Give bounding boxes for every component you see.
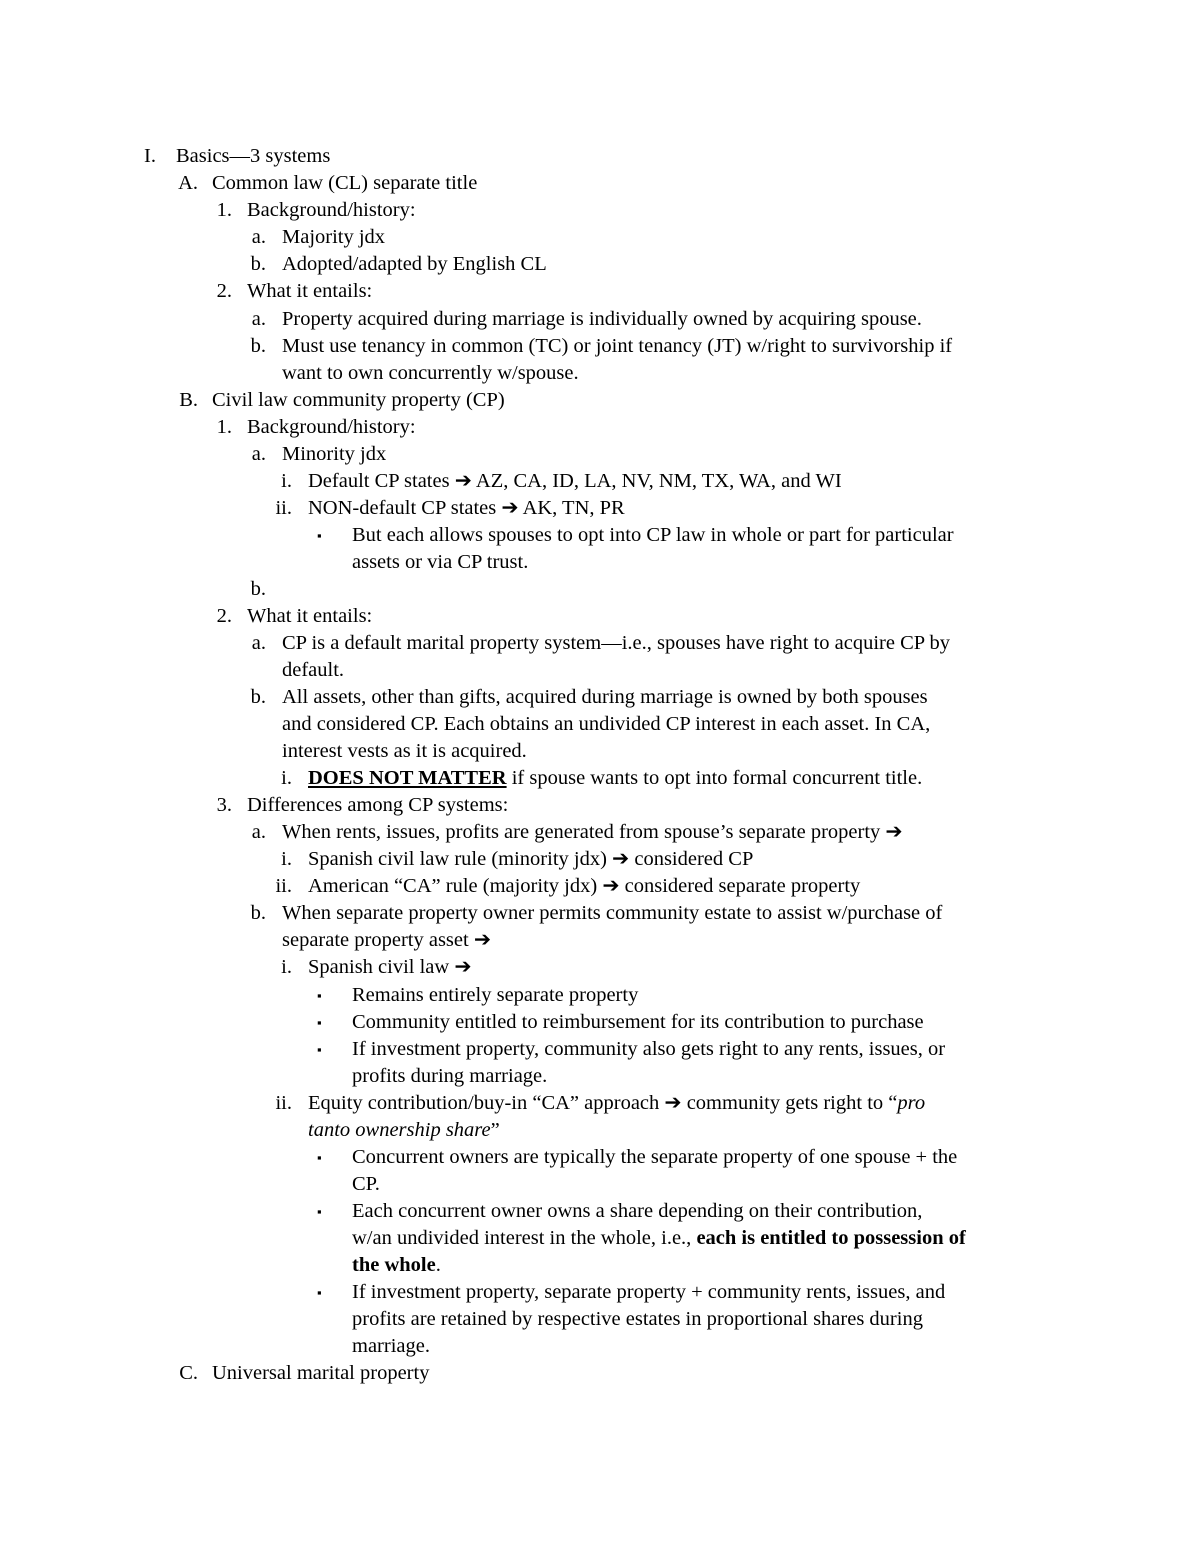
- text-run: separate property asset: [282, 929, 474, 951]
- square-bullet-icon: ▪: [317, 1042, 322, 1057]
- item-text: Majority jdx: [282, 226, 386, 248]
- item-text: [282, 819, 903, 846]
- item-marker: 2.: [216, 605, 232, 627]
- square-bullet-icon: ▪: [317, 528, 322, 543]
- item-marker: C.: [179, 1362, 198, 1384]
- item-text: Universal marital property: [212, 1362, 430, 1384]
- text-run: w/an undivided interest in the whole, i.e.,: [352, 1227, 697, 1249]
- square-bullet-icon: ▪: [317, 988, 322, 1003]
- item-text: [308, 954, 472, 981]
- square-bullet-icon: ▪: [317, 1204, 322, 1219]
- item-marker: ii.: [275, 1092, 292, 1114]
- text-run: Equity contribution/buy-in “CA” approach: [308, 1092, 665, 1114]
- item-marker: 1.: [216, 416, 232, 438]
- text-run: American “CA” rule (majority jdx): [308, 875, 603, 897]
- item-text: Community entitled to reimbursement for its contribution to purchase: [352, 1011, 924, 1033]
- item-marker: 2.: [216, 280, 232, 302]
- item-text: Differences among CP systems:: [247, 794, 509, 816]
- item-marker: 1.: [216, 199, 232, 221]
- item-marker: a.: [251, 226, 266, 248]
- arrow-right-icon: ➔: [602, 875, 620, 897]
- item-text-line: CP.: [352, 1173, 380, 1195]
- item-text-line: want to own concurrently w/spouse.: [282, 362, 579, 384]
- arrow-right-icon: ➔: [454, 956, 472, 978]
- text-run: if spouse wants to opt into formal concurrent title.: [506, 767, 923, 789]
- item-text: [308, 468, 842, 495]
- item-text: [308, 1090, 925, 1117]
- item-marker: A.: [178, 172, 198, 194]
- item-marker: a.: [251, 632, 266, 654]
- text-run: ”: [490, 1119, 500, 1141]
- item-text: [308, 495, 625, 522]
- item-marker: 3.: [216, 794, 232, 816]
- square-bullet-icon: ▪: [317, 1015, 322, 1030]
- item-text: [308, 846, 753, 873]
- italic-text: tanto ownership share: [308, 1119, 491, 1141]
- item-text: Common law (CL) separate title: [212, 172, 478, 194]
- square-bullet-icon: ▪: [317, 1285, 322, 1300]
- item-text: Basics—3 systems: [176, 145, 331, 167]
- arrow-right-icon: ➔: [885, 821, 903, 843]
- bold-text: the whole: [352, 1254, 436, 1276]
- item-text-line: default.: [282, 659, 345, 681]
- item-marker: ii.: [275, 875, 292, 897]
- item-text: Civil law community property (CP): [212, 389, 505, 411]
- text-run: .: [435, 1254, 441, 1276]
- item-text: Remains entirely separate property: [352, 984, 639, 1006]
- item-text-line: [282, 927, 491, 954]
- item-text: [308, 873, 860, 900]
- text-run: Spanish civil law: [308, 956, 455, 978]
- item-text-line: and considered CP. Each obtains an undivided CP interest in each asset. In CA,: [282, 713, 931, 735]
- item-marker: a.: [251, 443, 266, 465]
- item-text-line: CP is a default marital property system—i.e., spouses have right to acquire CP by: [282, 632, 951, 654]
- item-text-line: Must use tenancy in common (TC) or joint tenancy (JT) w/right to survivorship if: [282, 335, 953, 357]
- item-marker: i.: [281, 767, 292, 789]
- arrow-right-icon: ➔: [612, 848, 630, 870]
- item-text-line: Concurrent owners are typically the separate property of one spouse + the: [352, 1146, 958, 1168]
- item-text-line: All assets, other than gifts, acquired during marriage is owned by both spouses: [282, 686, 928, 708]
- italic-text: pro: [897, 1092, 926, 1114]
- text-run: community gets right to “: [681, 1092, 898, 1114]
- item-text: Property acquired during marriage is individually owned by acquiring spouse.: [282, 308, 922, 330]
- item-text-line: Each concurrent owner owns a share depending on their contribution,: [352, 1200, 923, 1222]
- item-text: Adopted/adapted by English CL: [282, 253, 547, 275]
- text-run: AZ, CA, ID, LA, NV, NM, TX, WA, and WI: [471, 470, 842, 492]
- item-text: What it entails:: [247, 605, 373, 627]
- item-marker: i.: [281, 848, 292, 870]
- item-marker: i.: [281, 956, 292, 978]
- text-run: NON-default CP states: [308, 497, 502, 519]
- item-marker: b.: [250, 335, 266, 357]
- item-text-line: [308, 1117, 500, 1144]
- square-bullet-icon: ▪: [317, 1150, 322, 1165]
- item-marker: b.: [250, 686, 266, 708]
- item-marker: a.: [251, 821, 266, 843]
- item-text-line: interest vests as it is acquired.: [282, 740, 527, 762]
- item-marker: b.: [250, 578, 266, 600]
- arrow-right-icon: ➔: [501, 497, 519, 519]
- item-text: Minority jdx: [282, 443, 387, 465]
- item-text-line: If investment property, separate property + community rents, issues, and: [352, 1281, 946, 1303]
- item-marker: I.: [144, 145, 156, 167]
- text-run: considered separate property: [619, 875, 861, 897]
- item-marker: ii.: [275, 497, 292, 519]
- emphasis-text: DOES NOT MATTER: [308, 767, 507, 789]
- item-text-line: But each allows spouses to opt into CP law in whole or part for particular: [352, 524, 954, 546]
- item-text-line: profits during marriage.: [352, 1065, 548, 1087]
- item-text-line: When separate property owner permits community estate to assist w/purchase of: [282, 902, 943, 924]
- item-text-line: [352, 1225, 966, 1252]
- item-marker: b.: [250, 902, 266, 924]
- text-run: When rents, issues, profits are generated from spouse’s separate property: [282, 821, 886, 843]
- item-text: What it entails:: [247, 280, 373, 302]
- item-text-line: marriage.: [352, 1335, 430, 1357]
- text-run: Default CP states: [308, 470, 455, 492]
- item-text: Background/history:: [247, 199, 416, 221]
- bold-text: each is entitled to possession of: [696, 1227, 966, 1249]
- text-run: Spanish civil law rule (minority jdx): [308, 848, 613, 870]
- item-text-line: assets or via CP trust.: [352, 551, 529, 573]
- arrow-right-icon: ➔: [664, 1092, 682, 1114]
- item-marker: i.: [281, 470, 292, 492]
- item-marker: b.: [250, 253, 266, 275]
- item-text-line: If investment property, community also gets right to any rents, issues, or: [352, 1038, 946, 1060]
- item-text: Background/history:: [247, 416, 416, 438]
- item-text-line: profits are retained by respective estates in proportional shares during: [352, 1308, 923, 1330]
- item-text: [308, 765, 922, 792]
- item-text-line: [352, 1252, 441, 1279]
- arrow-right-icon: ➔: [454, 470, 472, 492]
- arrow-right-icon: ➔: [473, 929, 492, 951]
- text-run: considered CP: [629, 848, 754, 870]
- item-marker: B.: [179, 389, 198, 411]
- text-run: AK, TN, PR: [518, 497, 625, 519]
- item-marker: a.: [251, 308, 266, 330]
